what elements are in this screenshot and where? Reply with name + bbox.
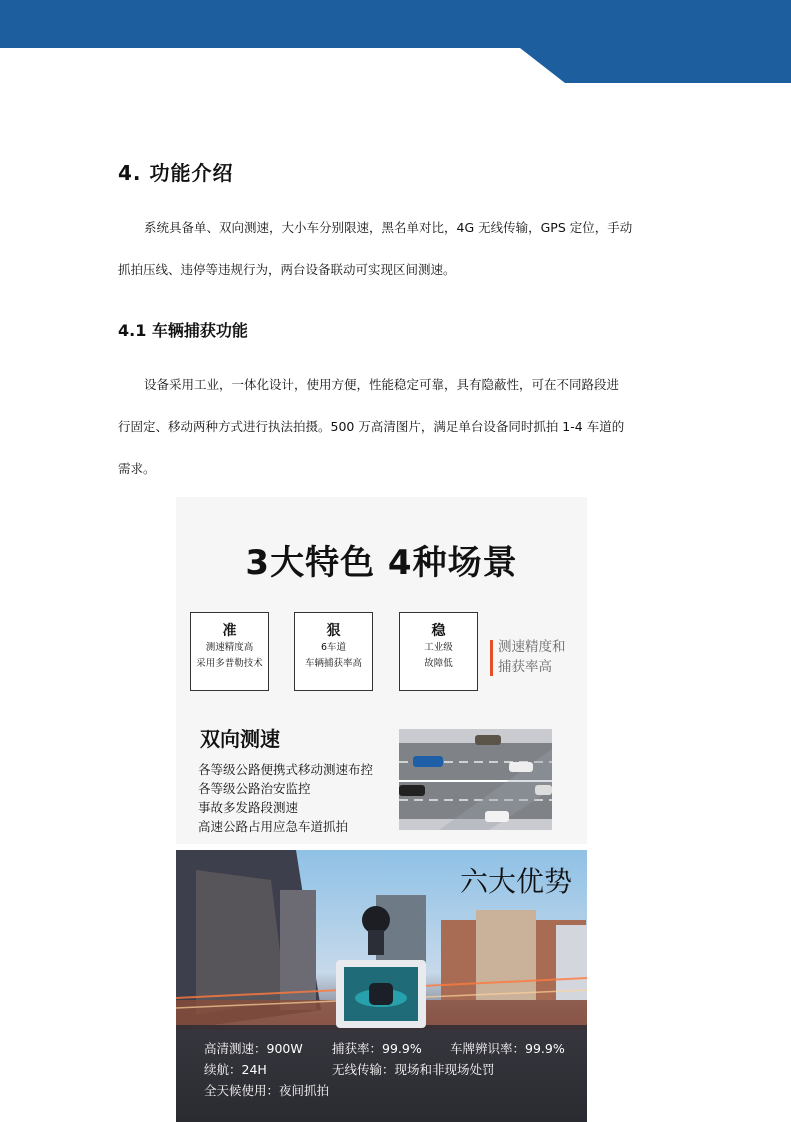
advantages-photo: [176, 850, 587, 1122]
photo-title: 六大优势: [460, 865, 573, 898]
road-illustration: [399, 729, 552, 830]
feature-title: 狠: [326, 623, 341, 639]
stat-text: 车牌辨识率：99.9%: [450, 1041, 565, 1056]
list-item: 事故多发路段测速: [198, 800, 299, 815]
feature-line: 6车道: [320, 642, 347, 653]
advantages-stats: [204, 1038, 584, 1101]
stat-text: 高清测速：900W: [204, 1041, 303, 1056]
side-note: 测速精度和 捕获率高: [498, 639, 566, 675]
feature-title: 稳: [431, 623, 446, 639]
stats-row: [204, 1080, 584, 1101]
feature-line: 工业级: [424, 642, 453, 653]
feature-poster: [176, 497, 587, 844]
stats-row: [204, 1059, 584, 1080]
stat-text: 续航：24H: [204, 1062, 267, 1077]
feature-box-accurate: [190, 612, 269, 691]
poster-subtitle: 双向测速: [200, 727, 280, 751]
feature-line: 车辆捕获率高: [304, 658, 362, 669]
feature-line: 故障低: [424, 658, 453, 669]
stat-text: 无线传输：现场和非现场处罚: [332, 1062, 495, 1077]
subsection-heading: 4.1 车辆捕获功能: [118, 321, 248, 340]
feature-box-stable: [399, 612, 478, 691]
section-heading: 4. 功能介绍: [118, 161, 234, 185]
accent-bar: [490, 640, 493, 676]
poster-title: 3大特色 4种场景: [245, 543, 518, 583]
list-item: 各等级公路治安监控: [198, 781, 311, 796]
list-item: 高速公路占用应急车道抓拍: [198, 819, 349, 834]
subsection-paragraph: 设备采用工业，一体化设计，使用方便，性能稳定可靠，具有隐蔽性，可在不同路段进 行固定、移动两种方式进行执法拍摄。500 万高清图片，满足单台设备同时抓拍 1-4 车道的 需求。: [118, 377, 625, 476]
feature-title: 准: [222, 623, 237, 639]
feature-line: 测速精度高: [205, 642, 254, 653]
stats-row: [204, 1038, 584, 1059]
list-item: 各等级公路便携式移动测速布控: [198, 762, 374, 777]
header-banner: [0, 0, 791, 85]
scenario-list: [198, 760, 373, 836]
feature-box-strong: [294, 612, 373, 691]
stat-text: 捕获率：99.9%: [332, 1041, 422, 1056]
stat-text: 全天候使用：夜间抓拍: [204, 1083, 330, 1098]
section-paragraph: 系统具备单、双向测速，大小车分别限速，黑名单对比，4G 无线传输，GPS 定位，手动 抓拍压线、违停等违规行为，两台设备联动可实现区间测速。: [118, 220, 633, 277]
feature-line: 采用多普勒技术: [196, 658, 263, 669]
